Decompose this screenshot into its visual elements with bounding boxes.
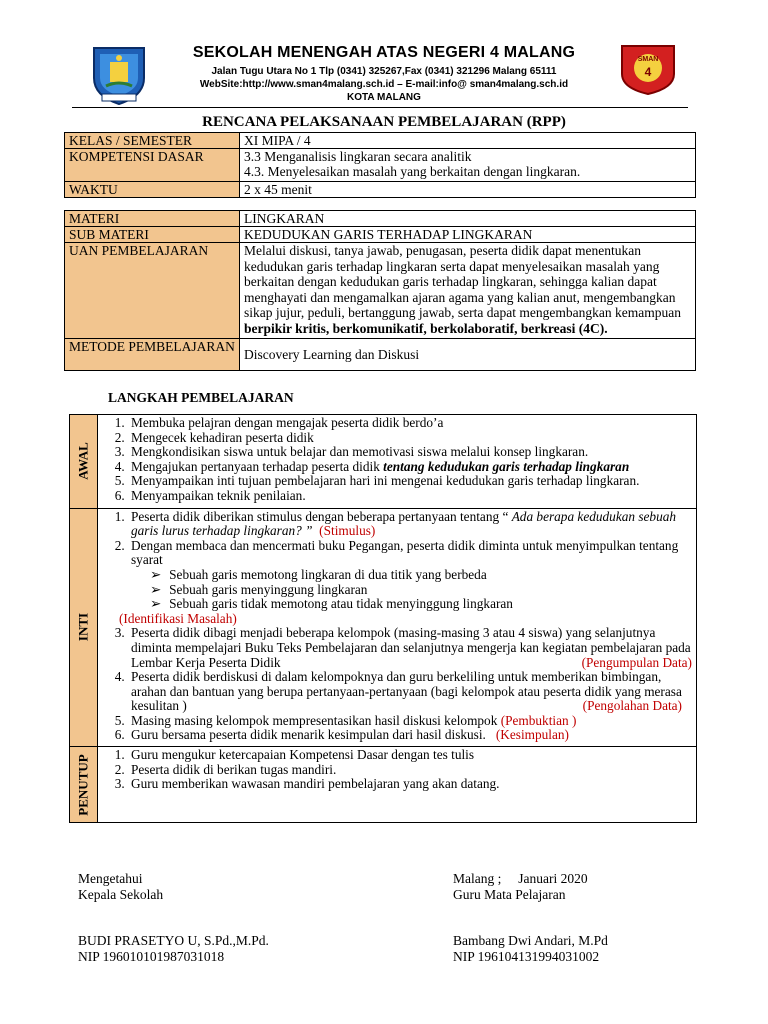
- awal-content: [98, 415, 697, 509]
- signature-right: [453, 871, 608, 965]
- penutup-item-1: 1. Guru mengukur ketercapaian Kompetensi Dasar dengan tes tulis: [128, 748, 692, 763]
- tujuan-bold: berpikir kritis, berkomunikatif, berkolaboratif, berkreasi (4C).: [244, 320, 608, 336]
- pengolahan-tag: (Pengolahan Data): [582, 698, 682, 714]
- tujuan-label: UAN PEMBELAJARAN: [65, 243, 240, 339]
- materi-value: LINGKARAN: [240, 211, 696, 227]
- right-line-2: Guru Mata Pelajaran: [453, 887, 566, 902]
- kd-line-1: 3.3 Menganalisis lingkaran secara analitik: [244, 149, 472, 164]
- awal-item-3: 3. Mengkondisikan siswa untuk belajar dan memotivasi siswa melalui konsep lingkaran.: [128, 445, 692, 460]
- inti-item-3: [128, 626, 692, 670]
- awal-item-4: [128, 460, 692, 475]
- document-title: RENCANA PELAKSANAAN PEMBELAJARAN (RPP): [202, 114, 566, 130]
- tujuan-value: [240, 243, 696, 339]
- headmaster-name: BUDI PRASETYO U, S.Pd.,M.Pd.: [78, 933, 269, 948]
- left-line-1: Mengetahui: [78, 871, 143, 886]
- penutup-label-text: PENUTUP: [75, 753, 91, 816]
- inti-item-5: [128, 714, 692, 729]
- header-divider: [72, 107, 688, 108]
- tujuan-text: Melalui diskusi, tanya jawab, penugasan, peserta didik dapat menentukan kedudukan garis terhadap lingkaran serta dapat menyelesaikan masalah yang berkaitan dengan kedudukan garis terhadap lingkaran, sehingga kalian dapat menghayati dan mengamalkan ajaran agama yang kalian anut, mengembangkan sikap jujur, peduli, bertanggung jawab, serta dapat mengembangkan kemampuan: [244, 243, 681, 320]
- headmaster-nip: NIP 196010101987031018: [78, 949, 225, 964]
- metode-value: Discovery Learning dan Diskusi: [240, 339, 696, 371]
- inti-item-1-emph: Ada berapa kedudukan sebuah garis lurus terhadap lingkaran? ”: [131, 508, 677, 539]
- materi-label: MATERI: [65, 211, 240, 227]
- awal-item-4-emph: tentang kedudukan garis terhadap lingkaran: [383, 458, 630, 474]
- school-address: Jalan Tugu Utara No 1 Tlp (0341) 325267,Fax (0341) 321296 Malang 65111: [211, 66, 557, 77]
- syarat-list: [131, 568, 692, 612]
- info-table-1: [64, 132, 696, 198]
- syarat-item-2: ➢ Sebuah garis menyinggung lingkaran: [147, 583, 692, 598]
- inti-item-2: [119, 537, 692, 627]
- identifikasi-tag: (Identifikasi Masalah): [119, 610, 237, 626]
- inti-list: [102, 510, 692, 744]
- metode-label: METODE PEMBELAJARAN: [65, 339, 240, 371]
- awal-item-5: 5. Menyampaikan inti tujuan pembelajaran hari ini mengenai kedudukan garis terhadap lingkaran.: [128, 474, 692, 489]
- teacher-nip: NIP 196104131994031002: [453, 949, 600, 964]
- pengumpulan-tag: (Pengumpulan Data): [581, 654, 692, 670]
- signature-left: [78, 871, 269, 965]
- left-line-2: Kepala Sekolah: [78, 887, 164, 902]
- stimulus-tag: (Stimulus): [319, 523, 376, 539]
- inti-item-6-text: Guru bersama peserta didik menarik kesimpulan dari hasil diskusi.: [131, 727, 486, 743]
- kd-line-2: 4.3. Menyelesaikan masalah yang berkaitan dengan lingkaran.: [244, 164, 581, 179]
- waktu-label: WAKTU: [65, 182, 240, 198]
- inti-item-4: [128, 670, 692, 714]
- sub-materi-value: KEDUDUKAN GARIS TERHADAP LINGKARAN: [240, 227, 696, 243]
- school-city: KOTA MALANG: [347, 92, 421, 103]
- inti-item-5-text: Masing masing kelompok mempresentasikan hasil diskusi kelompok: [131, 712, 498, 728]
- kelas-value: XI MIPA / 4: [240, 133, 696, 149]
- steps-heading: LANGKAH PEMBELAJARAN: [108, 390, 294, 405]
- school-website: WebSite:http://www.sman4malang.sch.id – E-mail:info@ sman4malang.sch.id: [199, 79, 569, 90]
- inti-side-label: [70, 508, 98, 747]
- awal-label-text: AWAL: [75, 442, 91, 481]
- kd-value: [240, 149, 696, 182]
- logo-number: 4: [644, 65, 652, 79]
- right-line-1: Malang ; Januari 2020: [453, 871, 588, 886]
- logo-lettering: SMAN: [637, 56, 659, 63]
- school-name: SEKOLAH MENENGAH ATAS NEGERI 4 MALANG: [192, 44, 576, 61]
- inti-item-1: [128, 510, 692, 539]
- penutup-list: [102, 748, 692, 792]
- awal-list: [102, 416, 692, 504]
- penutup-side-label: [70, 747, 98, 823]
- inti-content: [98, 508, 697, 747]
- sman4-logo: [618, 44, 678, 96]
- awal-item-1: 1. Membuka pelajran dengan mengajak peserta didik berdo’a: [128, 416, 692, 431]
- awal-side-label: [70, 415, 98, 509]
- inti-item-2-text: Dengan membaca dan mencermati buku Pegangan, peserta didik diminta untuk menyimpulkan tentang syarat: [131, 537, 679, 568]
- awal-item-6: 6. Menyampaikan teknik penilaian.: [128, 489, 692, 504]
- inti-item-1-text: Peserta didik diberikan stimulus dengan beberapa pertanyaan tentang “: [131, 508, 512, 524]
- awal-item-2: 2. Mengecek kehadiran peserta didik: [128, 431, 692, 446]
- kd-label: KOMPETENSI DASAR: [65, 149, 240, 182]
- syarat-item-1: ➢ Sebuah garis memotong lingkaran di dua titik yang berbeda: [147, 568, 692, 583]
- waktu-value: 2 x 45 menit: [240, 182, 696, 198]
- syarat-item-3: ➢ Sebuah garis tidak memotong atau tidak menyinggung lingkaran: [147, 597, 692, 612]
- info-table-2: [64, 210, 696, 371]
- inti-label-text: INTI: [75, 613, 91, 642]
- pembuktian-tag: (Pembuktian ): [500, 712, 577, 728]
- kelas-label: KELAS / SEMESTER: [65, 133, 240, 149]
- sub-materi-label: SUB MATERI: [65, 227, 240, 243]
- kesimpulan-tag: (Kesimpulan): [495, 727, 569, 743]
- inti-item-3-text: Peserta didik dibagi menjadi beberapa kelompok (masing-masing 3 atau 4 siswa) yang selanjutnya diminta mempelajari Buku Teks Pembelajaran dan selanjutnya mengerja kan kegiatan pembelajaran pada Lembar Kerja Peserta Didik: [131, 625, 691, 670]
- steps-table: [69, 414, 697, 823]
- penutup-item-3: 3. Guru memberikan wawasan mandiri pembelajaran yang akan datang.: [128, 777, 692, 792]
- penutup-item-2: 2. Peserta didik di berikan tugas mandiri.: [128, 763, 692, 778]
- inti-item-4-text: Peserta didik berdiskusi di dalam kelompoknya dan guru berkeliling untuk memberikan bimbingan, arahan dan bantuan yang berupa pertanyaan-pertanyaan (bagi kelompok atau peserta didik yang merasa kesulitan ): [131, 669, 682, 714]
- inti-item-6: [128, 728, 692, 743]
- teacher-name: Bambang Dwi Andari, M.Pd: [453, 933, 608, 948]
- awal-item-4-text: Mengajukan pertanyaan terhadap peserta didik: [131, 458, 384, 474]
- penutup-content: [98, 747, 697, 823]
